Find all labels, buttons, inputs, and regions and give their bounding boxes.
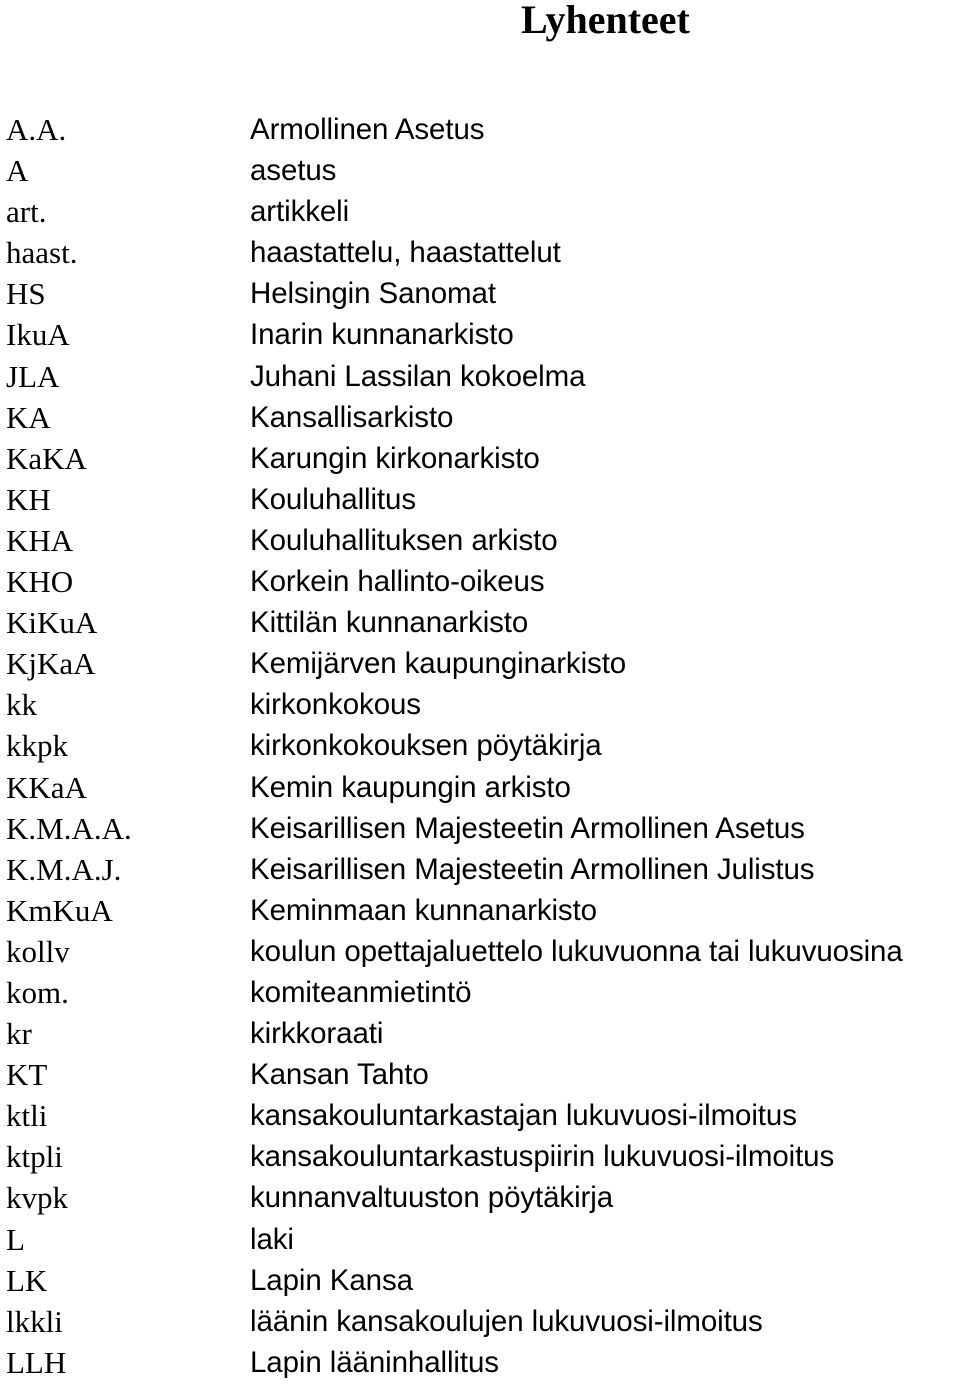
abbreviation-term: ktli xyxy=(6,1098,48,1134)
abbreviation-term: kom. xyxy=(6,974,69,1010)
abbreviation-definition: asetus xyxy=(250,154,337,188)
abbreviation-definition: Keisarillisen Majesteetin Armollinen Asetus xyxy=(250,811,805,845)
abbreviation-term: lkkli xyxy=(6,1303,63,1339)
abbreviation-definition: Kouluhallituksen arkisto xyxy=(250,523,558,557)
abbreviation-term: KA xyxy=(6,399,51,435)
abbreviation-term: K.M.A.A. xyxy=(6,810,132,846)
abbreviation-definition: kirkkoraati xyxy=(250,1017,384,1051)
abbreviation-definition: kansakouluntarkastajan lukuvuosi-ilmoitus xyxy=(250,1099,797,1133)
abbreviation-definition: kirkonkokous xyxy=(250,688,421,722)
abbreviation-term: HS xyxy=(6,276,46,312)
abbreviation-definition: Kittilän kunnanarkisto xyxy=(250,606,529,640)
abbreviation-definition: koulun opettajaluettelo lukuvuonna tai lukuvuosina xyxy=(250,934,903,968)
abbreviation-definition: komiteanmietintö xyxy=(250,975,472,1009)
abbreviation-definition: Juhani Lassilan kokoelma xyxy=(250,359,586,393)
abbreviation-term: KT xyxy=(6,1057,48,1093)
abbreviation-definition: Kansallisarkisto xyxy=(250,400,454,434)
abbreviation-term: kk xyxy=(6,687,37,723)
abbreviation-term: IkuA xyxy=(6,317,70,353)
abbreviation-term: A.A. xyxy=(6,112,67,147)
abbreviation-term: KHO xyxy=(6,564,74,600)
abbreviation-term: JLA xyxy=(6,358,60,394)
abbreviation-definition: laki xyxy=(250,1222,294,1256)
abbreviation-term: K.M.A.J. xyxy=(6,851,122,887)
abbreviation-term: kvpk xyxy=(6,1180,68,1216)
abbreviation-term: KHA xyxy=(6,522,74,558)
abbreviation-definition: Inarin kunnanarkisto xyxy=(250,318,514,352)
abbreviation-term: kkpk xyxy=(6,728,68,764)
abbreviation-term: KKaA xyxy=(6,769,87,805)
abbreviation-term: kr xyxy=(6,1016,32,1052)
abbreviation-definition: Kouluhallitus xyxy=(250,482,416,516)
abbreviation-definition: Kemijärven kaupunginarkisto xyxy=(250,647,627,681)
abbreviation-term: art. xyxy=(6,194,47,230)
abbreviation-term: haast. xyxy=(6,235,78,271)
abbreviation-definition: Armollinen Asetus xyxy=(250,113,485,146)
page-title: Lyhenteet xyxy=(521,0,690,42)
abbreviation-definition: Lapin Kansa xyxy=(250,1263,413,1297)
abbreviation-definition: Lapin lääninhallitus xyxy=(250,1345,499,1379)
abbreviation-term: KmKuA xyxy=(6,892,113,928)
abbreviation-term: kollv xyxy=(6,933,70,969)
abbreviation-definition: Keisarillisen Majesteetin Armollinen Julistus xyxy=(250,852,815,886)
abbreviation-definition: läänin kansakoulujen lukuvuosi-ilmoitus xyxy=(250,1304,763,1338)
abbreviation-definition: Helsingin Sanomat xyxy=(250,277,496,311)
abbreviation-definition: kunnanvaltuuston pöytäkirja xyxy=(250,1181,614,1215)
abbreviation-term: LLH xyxy=(6,1344,67,1380)
abbreviation-definition: haastattelu, haastattelut xyxy=(250,236,561,270)
abbreviation-term: L xyxy=(6,1221,25,1257)
abbreviation-definition: artikkeli xyxy=(250,195,350,229)
abbreviation-term: LK xyxy=(6,1262,48,1298)
abbreviation-definition: Keminmaan kunnanarkisto xyxy=(250,893,597,927)
abbreviation-definition: kirkonkokouksen pöytäkirja xyxy=(250,729,602,763)
abbreviation-definition: kansakouluntarkastuspiirin lukuvuosi-ilmoitus xyxy=(250,1140,835,1174)
abbreviation-term: KaKA xyxy=(6,440,87,476)
abbreviation-term: A xyxy=(6,153,29,189)
abbreviation-term: ktpli xyxy=(6,1139,63,1175)
abbreviation-definition: Kansan Tahto xyxy=(250,1058,429,1092)
abbreviation-definition: Korkein hallinto-oikeus xyxy=(250,565,545,599)
abbreviation-definition: Kemin kaupungin arkisto xyxy=(250,770,571,804)
abbreviation-term: KiKuA xyxy=(6,605,98,641)
abbreviation-definition: Karungin kirkonarkisto xyxy=(250,441,540,475)
abbreviation-term: KH xyxy=(6,481,51,517)
abbreviation-term: KjKaA xyxy=(6,646,96,682)
